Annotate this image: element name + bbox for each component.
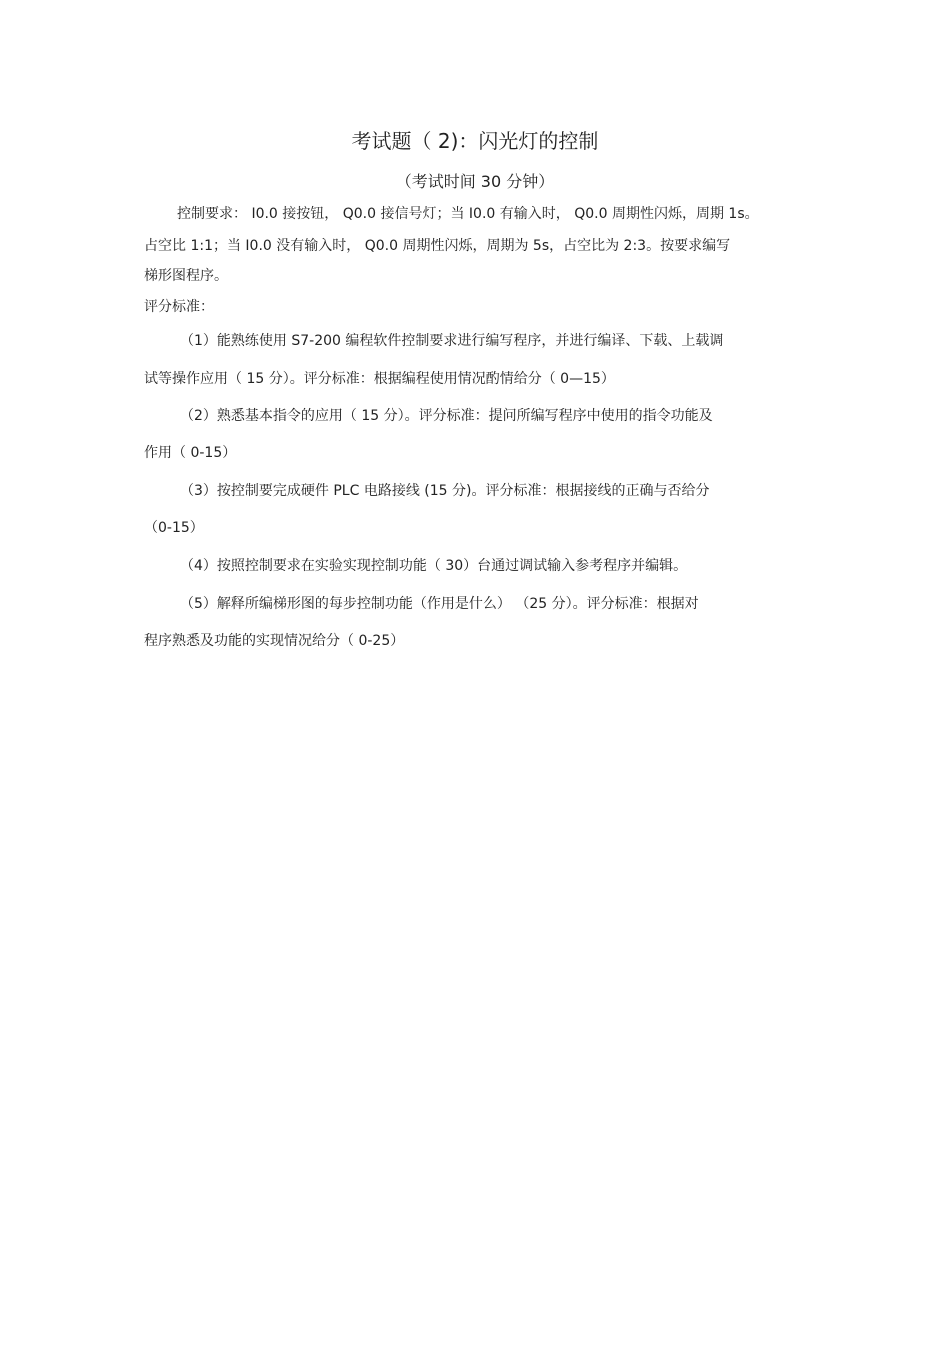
criteria-item-2-line-1: （2）熟悉基本指令的应用（ 15 分）。评分标准：提问所编写程序中使用的指令功能及 [180, 408, 713, 424]
criteria-item-2-line-2: 作用（ 0-15） [144, 445, 237, 461]
criteria-item-3-line-2: （0-15） [144, 520, 204, 536]
criteria-item-4-line-1: （4）按照控制要求在实验实现控制功能（ 30）台通过调试输入参考程序并编辑。 [180, 558, 688, 574]
criteria-heading: 评分标准： [144, 299, 214, 315]
criteria-item-5-line-1: （5）解释所编梯形图的每步控制功能（作用是什么） （25 分）。评分标准：根据对 [180, 596, 699, 612]
requirement-line-3: 梯形图程序。 [144, 268, 228, 284]
criteria-item-1-line-1: （1）能熟练使用 S7-200 编程软件控制要求进行编写程序，并进行编译、下载、上载调 [180, 333, 724, 349]
requirement-line-1: 控制要求： I0.0 接按钮， Q0.0 接信号灯；当 I0.0 有输入时， Q0.0 周期性闪烁，周期 1s。 [177, 206, 759, 222]
criteria-item-5-line-2: 程序熟悉及功能的实现情况给分（ 0-25） [144, 633, 405, 649]
criteria-item-1-line-2: 试等操作应用（ 15 分）。评分标准：根据编程使用情况酌情给分（ 0—15） [144, 371, 615, 387]
exam-duration: （考试时间 30 分钟） [395, 172, 555, 191]
exam-title: 考试题（ 2)：闪光灯的控制 [351, 129, 599, 153]
requirement-line-2: 占空比 1:1；当 I0.0 没有输入时， Q0.0 周期性闪烁，周期为 5s，占空比为 2:3。按要求编写 [144, 238, 731, 254]
criteria-item-3-line-1: （3）按控制要完成硬件 PLC 电路接线 (15 分)。评分标准：根据接线的正确与否给分 [180, 483, 710, 499]
